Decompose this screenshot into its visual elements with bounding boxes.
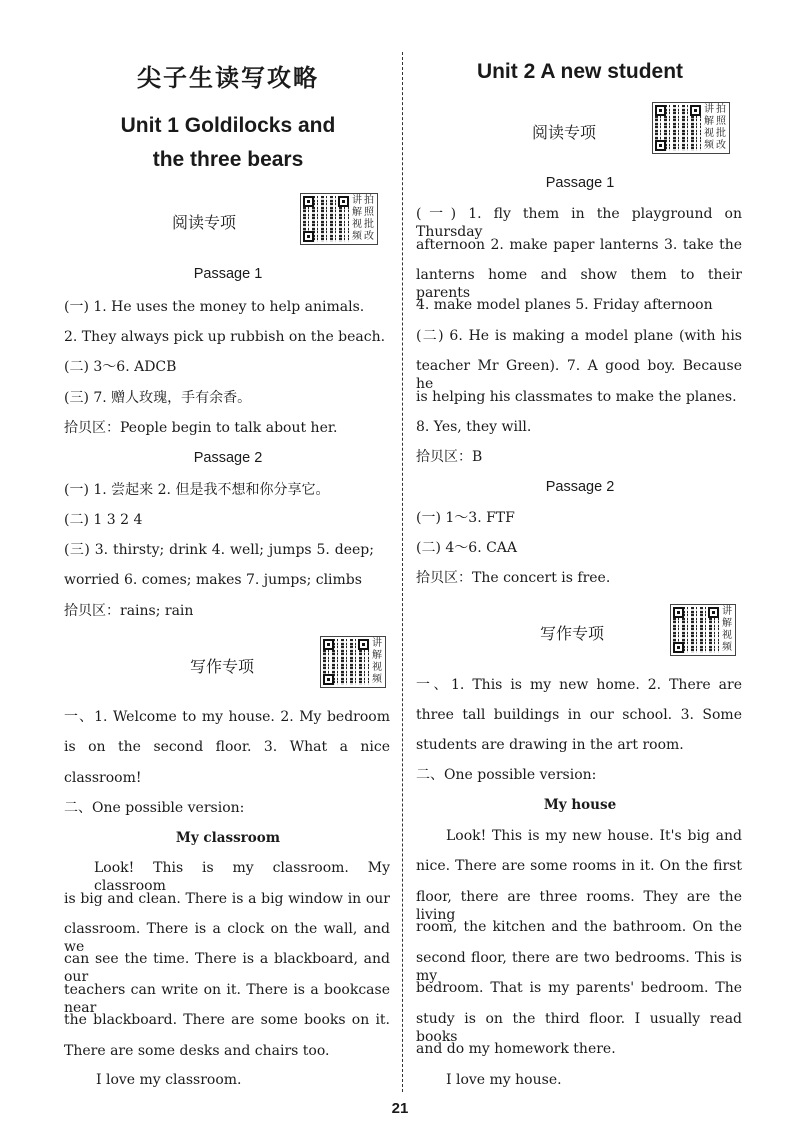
qr-label-char: 频 [372,674,382,685]
qr-label-char: 讲 [372,638,382,649]
left-passage-1-label: Passage 1 [193,266,263,282]
qr-label-char: 频 [352,231,362,242]
qr-label-char: 改 [364,231,374,242]
qr-label-char: 讲 [352,195,362,206]
right-essay-line: second floor, there are two bedrooms. This is my [416,950,742,984]
qr-label-char: 讲 [704,104,714,115]
qr-label-char: 解 [722,618,732,629]
qr-label-char: 频 [722,642,732,653]
right-p1-line: lanterns home and show them to their parents [416,267,742,301]
qr-code-icon [323,639,369,685]
qr-label-char: 视 [704,128,714,139]
left-writing-line: 二、One possible version: [64,800,245,816]
right-p2-line: (二) 4～6. CAA [416,540,518,556]
right-passage-1-label: Passage 1 [545,175,615,191]
left-p2-line: worried 6. comes; makes 7. jumps; climbs [64,572,362,588]
left-essay-line: is big and clean. There is a big window in our [64,891,390,907]
left-reading-qr[interactable] [300,193,378,245]
right-reading-qr[interactable] [652,102,730,154]
left-p1-line: (二) 3～6. ADCB [64,359,177,375]
left-essay-line: Look! This is my classroom. My classroom [94,860,390,894]
unit-1-title-line-1: Unit 1 Goldilocks and [120,114,336,137]
right-essay-line: and do my homework there. [416,1041,616,1057]
left-p1-line: (一) 1. He uses the money to help animals. [64,299,365,315]
right-passage-2-label: Passage 2 [545,479,615,495]
right-p1-line: (二) 6. He is making a model plane (with his [416,328,742,344]
qr-label-char: 视 [372,662,382,673]
qr-code-icon [655,105,701,151]
left-writing-qr[interactable] [320,636,386,688]
qr-label-char: 频 [704,140,714,151]
qr-label-char: 改 [716,140,726,151]
right-p2-line: (一) 1～3. FTF [416,510,515,526]
left-essay-line: can see the time. There is a blackboard, and our [64,951,390,985]
left-writing-line: is on the second floor. 3. What a nice [64,739,390,755]
right-writing-line: 一、1. This is my new home. 2. There are [416,677,742,693]
left-writing-heading: 写作专项 [190,657,255,676]
right-writing-line: three tall buildings in our school. 3. Some [416,707,742,723]
qr-code-icon [673,607,719,653]
left-p1-line: 2. They always pick up rubbish on the beach. [64,329,386,345]
right-p1-line: 8. Yes, they will. [416,419,532,435]
right-p1-line: 4. make model planes 5. Friday afternoon [416,297,713,313]
left-p2-line: 拾贝区：rains; rain [64,603,194,619]
left-p1-line: 拾贝区：People begin to talk about her. [64,420,338,436]
right-p1-line: afternoon 2. make paper lanterns 3. take the [416,237,742,253]
qr-label-char: 解 [372,650,382,661]
qr-label-char: 批 [716,128,726,139]
left-essay-line: teachers can write on it. There is a bookcase near [64,982,390,1016]
qr-label-char: 讲 [722,606,732,617]
right-p1-line: 拾贝区：B [416,449,483,465]
right-essay-title: My house [543,797,617,813]
right-reading-heading: 阅读专项 [532,123,597,142]
left-essay-line: There are some desks and chairs too. [64,1043,330,1059]
qr-label-char: 批 [364,219,374,230]
left-essay-line: the blackboard. There are some books on it. [64,1012,390,1028]
left-passage-2-label: Passage 2 [193,450,263,466]
qr-label-char: 照 [716,116,726,127]
unit-2-title: Unit 2 A new student [476,60,684,83]
book-title: 尖子生读写攻略 [137,64,319,92]
right-p1-line: teacher Mr Green). 7. A good boy. Because he [416,358,742,392]
qr-label-char: 视 [722,630,732,641]
right-writing-heading: 写作专项 [540,624,605,643]
right-essay-line: Look! This is my new house. It's big and [446,828,742,844]
left-writing-line: 一、1. Welcome to my house. 2. My bedroom [64,709,390,725]
right-writing-qr[interactable] [670,604,736,656]
left-writing-line: classroom! [64,770,142,786]
left-essay-line: classroom. There is a clock on the wall, and we [64,921,390,955]
left-p1-line: (三) 7. 赠人玫瑰，手有余香。 [64,390,252,406]
right-p1-line: is helping his classmates to make the planes. [416,389,737,405]
right-essay-line: study is on the third floor. I usually read books [416,1011,742,1045]
qr-label-char: 视 [352,219,362,230]
right-essay-line: room, the kitchen and the bathroom. On the [416,919,742,935]
qr-label-char: 解 [352,207,362,218]
right-writing-line: 二、One possible version: [416,767,597,783]
right-essay-line: floor, there are three rooms. They are the living [416,889,742,923]
qr-label-char: 拍 [716,104,726,115]
right-essay-line: nice. There are some rooms in it. On the first [416,858,742,874]
right-p2-line: 拾贝区：The concert is free. [416,570,611,586]
qr-label-char: 照 [364,207,374,218]
left-p2-line: (三) 3. thirsty; drink 4. well; jumps 5. deep; [64,542,374,558]
right-essay-line: I love my house. [446,1072,562,1088]
left-essay-title: My classroom [175,830,281,846]
left-essay-line: I love my classroom. [96,1072,242,1088]
qr-label-char: 拍 [364,195,374,206]
right-writing-line: students are drawing in the art room. [416,737,684,753]
unit-1-title-line-2: the three bears [152,148,304,171]
column-divider [402,52,403,1092]
qr-code-icon [303,196,349,242]
right-p1-line: (一) 1. fly them in the playground on Thursday [416,206,742,240]
right-essay-line: bedroom. That is my parents' bedroom. The [416,980,742,996]
left-reading-heading: 阅读专项 [172,213,237,232]
left-p2-line: (二) 1 3 2 4 [64,512,143,528]
qr-label-char: 解 [704,116,714,127]
page-number: 21 [391,1100,409,1117]
left-p2-line: (一) 1. 尝起来 2. 但是我不想和你分享它。 [64,482,330,498]
